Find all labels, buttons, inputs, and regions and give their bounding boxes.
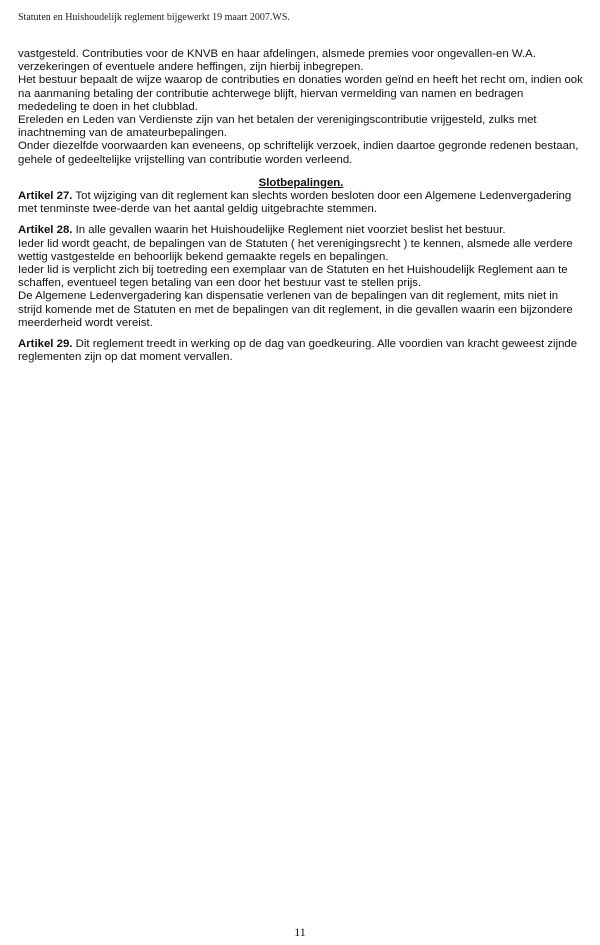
paragraph: De Algemene Ledenvergadering kan dispensatie verlenen van de bepalingen van dit reglement, mits niet in strijd komende met de Statuten en met de bepalingen van dit reglement, in die gevallen waarin een bijzondere meerderheid wordt vereist.: [18, 290, 573, 329]
article-label: Artikel 27.: [18, 190, 73, 203]
paragraph: vastgesteld. Contributies voor de KNVB en haar afdelingen, alsmede premies voor ongevallen-en W.A. verzekeringen of eventuele andere heffingen, zijn hierbij inbegrepen.: [18, 48, 536, 74]
paragraph: Ereleden en Leden van Verdienste zijn van het betalen der verenigingscontributie vrijgesteld, zulks met inachtneming van de amateurbepalingen.: [18, 114, 537, 140]
paragraph: Ieder lid is verplicht zich bij toetreding een exemplaar van de Statuten en het Huishoudelijk Reglement aan te schaffen, eventueel tegen betaling van een door het bestuur vast te stellen prijs.: [18, 264, 568, 290]
article-28: [18, 224, 584, 237]
article-27: [18, 190, 584, 216]
paragraph: Ieder lid wordt geacht, de bepalingen van de Statuten ( het verenigingsrecht ) te kennen, alsmede alle verdere wettig vastgestelde en behoorlijk bekend gemaakte regels en bepalingen.: [18, 237, 573, 263]
article-label: Artikel 28.: [18, 224, 73, 237]
page-number: 11: [294, 925, 306, 939]
section-title: Slotbepalingen.: [258, 176, 344, 189]
paragraph: Onder diezelfde voorwaarden kan eveneens, op schriftelijk verzoek, indien daartoe gegronde redenen bestaan, gehele of gedeeltelijke vrijstelling van contributie worden verleend.: [18, 140, 579, 166]
article-label: Artikel 29.: [18, 338, 73, 351]
document-body: [18, 48, 584, 364]
article-text: Tot wijziging van dit reglement kan slechts worden besloten door een Algemene Ledenvergadering met tenminste twee-derde van het aantal geldig uitgebrachte stemmen.: [18, 190, 572, 216]
article-text: Dit reglement treedt in werking op de dag van goedkeuring. Alle voordien van kracht geweest zijnde reglementen zijn op dat moment vervallen.: [18, 338, 578, 364]
page-header: Statuten en Huishoudelijk reglement bijgewerkt 19 maart 2007.WS.: [18, 12, 290, 23]
article-29: [18, 338, 584, 364]
article-text: In alle gevallen waarin het Huishoudelijke Reglement niet voorziet beslist het bestuur.: [72, 224, 506, 237]
paragraph: Het bestuur bepaalt de wijze waarop de contributies en donaties worden geïnd en heeft het recht om, indien ook na aanmaning betaling der contributie achterwege blijft, hiervan vermelding van namen en bedragen mededeling te doen in het clubblad.: [18, 74, 583, 113]
